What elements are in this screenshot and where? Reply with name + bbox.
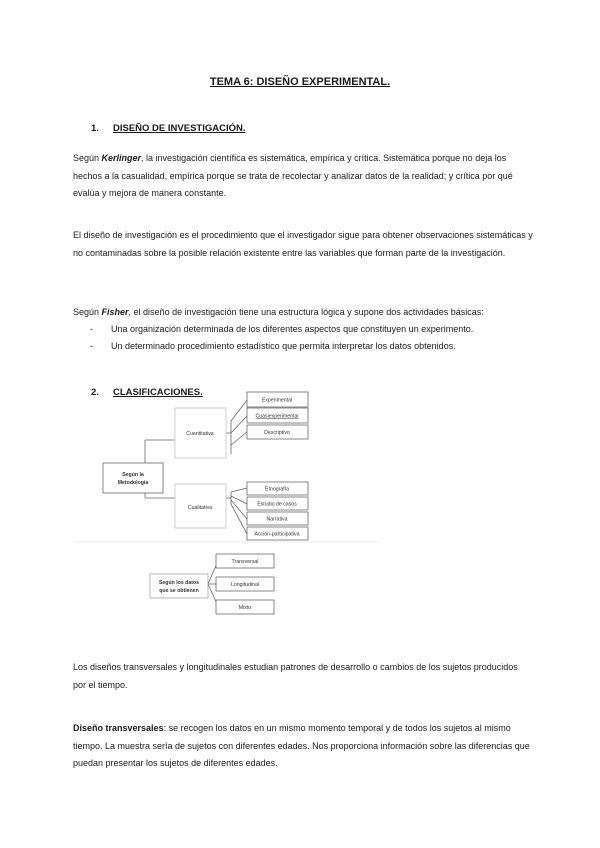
author-name: Kerlinger [101, 153, 142, 163]
section-number: 1. [91, 123, 99, 134]
leaf-label: Narrativa [266, 516, 288, 523]
root-label-1: Según la [122, 472, 144, 478]
root-box [150, 574, 208, 598]
root-label-1: Según los datos [158, 580, 200, 586]
paragraph-fisher: Según Fisher, el diseño de investigación tiene una estructura lógica y supone dos actividades básicas: [73, 307, 484, 317]
root-box [103, 463, 163, 493]
section-title: DISEÑO DE INVESTIGACIÓN. [113, 123, 246, 134]
section-heading-1 [91, 123, 246, 134]
root-label-2: Metodología [117, 480, 149, 486]
leaf-label: Transversal [231, 559, 259, 565]
document-title: TEMA 6: DISEÑO EXPERIMENTAL. [209, 76, 391, 88]
paragraph-kerlinger: Según Kerlinger, la investigación científica es sistemática, empírica y crítica. Sistemática porque no deja los hechos a la casualidad, empírica porque se trata de recolectar y analizar datos de la realidad; y crítica por qué evalúa y mejora de manera constante. [73, 153, 513, 198]
methodology-diagram [75, 388, 395, 544]
leaf-label: Acción-participativa [254, 531, 300, 538]
list-item: - Un determinado procedimiento estadístico que permita interpretar los datos obtenidos. [90, 341, 456, 351]
leaf-label: Longitudinal [231, 582, 259, 588]
section-number: 2. [91, 387, 99, 398]
leaf-label: Etnografía [265, 486, 289, 493]
leaf-label: Experimental [261, 397, 293, 404]
section-title: CLASIFICACIONES. [113, 387, 203, 398]
leaf-label: Descriptivo [264, 430, 290, 436]
paragraph-transversal: Diseño transversales: se recogen los datos en un mismo momento temporal y de todos los sujetos al mismo tiempo. La muestra sería de sujetos con diferentes edades. Nos proporciona información sobre las diferencias que puedan presentar los sujetos de diferentes edades. [73, 723, 530, 768]
leaf-label: Mixto [238, 605, 252, 611]
paragraph-definition: El diseño de investigación es el procedimiento que el investigador sigue para obtener observaciones sistemáticas y no contaminadas sobre la posible relación existente entre las variables que forman parte de la investigación. [73, 230, 533, 258]
data-diagram [140, 548, 290, 618]
author-name: Fisher [101, 307, 129, 317]
quant-label: Cuantitativa [186, 431, 214, 437]
qual-label: Cualitativa [187, 505, 213, 511]
leaf-label: Estudio de casos [257, 501, 297, 508]
paragraph-designs: Los diseños transversales y longitudinales estudian patrones de desarrollo o cambios de los sujetos producidos por el tiempo. [73, 662, 518, 690]
root-label-2: que se obtienen [159, 588, 199, 594]
list-item: - Una organización determinada de los diferentes aspectos que constituyen un experimento. [90, 324, 474, 334]
leaf-label: Cuasiexperimental [255, 413, 299, 420]
term-label: Diseño transversales [73, 723, 164, 733]
